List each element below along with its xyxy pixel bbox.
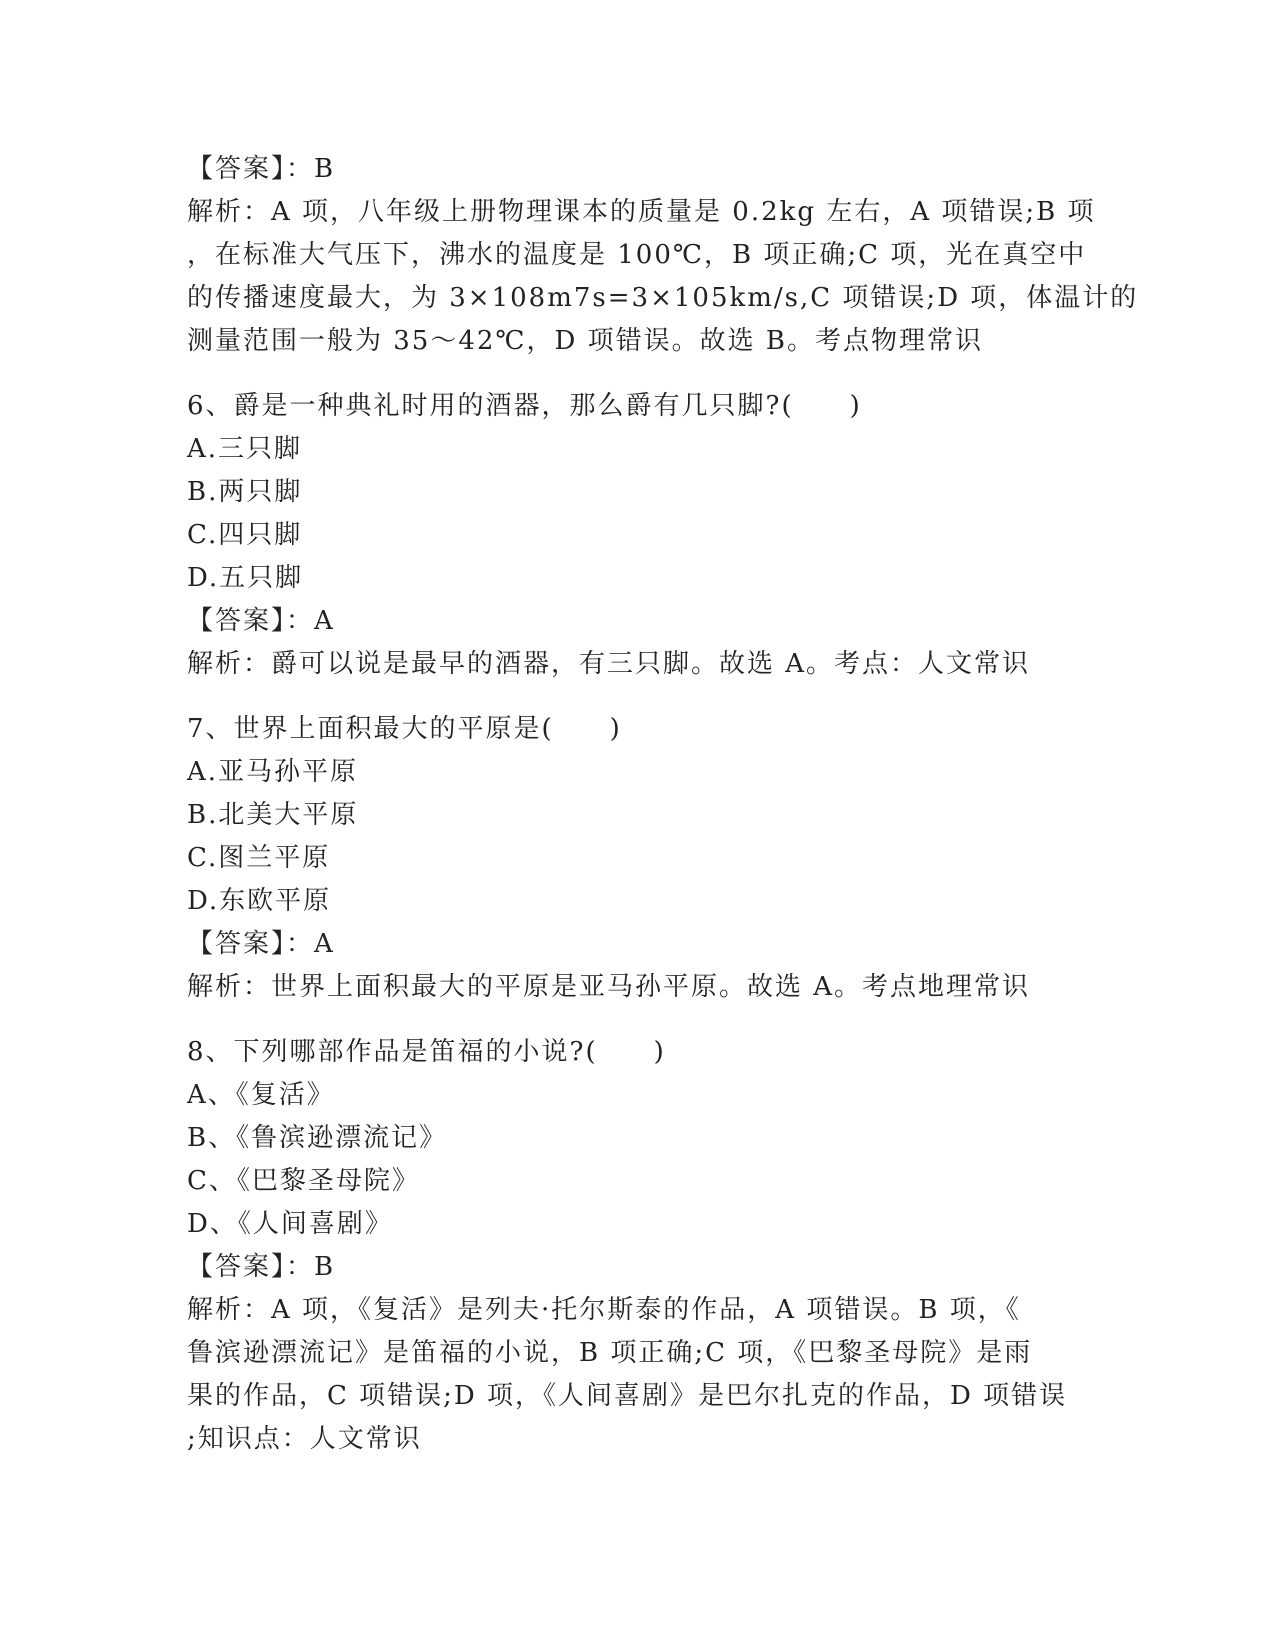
question-6-block (187, 385, 1087, 686)
analysis-line: 解析：A 项，八年级上册物理课本的质量是 0.2kg 左右，A 项错误;B 项 (187, 197, 1096, 227)
question-text: 8、下列哪部作品是笛福的小说?( ) (187, 1037, 666, 1067)
option-b: B.两只脚 (187, 477, 303, 507)
question-text: 7、世界上面积最大的平原是( ) (187, 714, 622, 744)
analysis-line: ;知识点：人文常识 (187, 1424, 422, 1454)
answer-line: 【答案】：B (187, 1252, 336, 1282)
option-d: D、《人间喜剧》 (187, 1209, 393, 1239)
option-c: C.图兰平原 (187, 843, 331, 873)
analysis-line: 果的作品，C 项错误;D 项，《人间喜剧》是巴尔扎克的作品，D 项错误 (187, 1381, 1068, 1411)
question-8-block (187, 1031, 1087, 1461)
document-page (187, 148, 1139, 1461)
option-b: B.北美大平原 (187, 800, 359, 830)
answer-line: 【答案】：A (187, 606, 335, 636)
analysis-line: 的传播速度最大，为 3×108m7s=3×105km/s,C 项错误;D 项，体温计的 (187, 283, 1139, 313)
question-5-block (187, 148, 1139, 363)
answer-line: 【答案】：B (187, 154, 336, 184)
option-d: D.东欧平原 (187, 886, 332, 916)
option-c: C.四只脚 (187, 520, 303, 550)
analysis-line: ，在标准大气压下，沸水的温度是 100℃，B 项正确;C 项，光在真空中 (187, 240, 1087, 270)
analysis-line: 解析：爵可以说是最早的酒器，有三只脚。故选 A。考点：人文常识 (187, 649, 1031, 679)
analysis-line: 测量范围一般为 35～42℃，D 项错误。故选 B。考点物理常识 (187, 326, 983, 356)
option-d: D.五只脚 (187, 563, 304, 593)
answer-line: 【答案】：A (187, 929, 335, 959)
analysis-line: 解析：A 项，《复活》是列夫·托尔斯泰的作品，A 项错误。B 项，《 (187, 1295, 1021, 1325)
option-b: B、《鲁滨逊漂流记》 (187, 1123, 448, 1153)
question-text: 6、爵是一种典礼时用的酒器，那么爵有几只脚?( ) (187, 391, 862, 421)
option-a: A、《复活》 (187, 1080, 335, 1110)
option-c: C、《巴黎圣母院》 (187, 1166, 420, 1196)
analysis-line: 解析：世界上面积最大的平原是亚马孙平原。故选 A。考点地理常识 (187, 972, 1031, 1002)
analysis-line: 鲁滨逊漂流记》是笛福的小说，B 项正确;C 项，《巴黎圣母院》是雨 (187, 1338, 1033, 1368)
option-a: A.亚马孙平原 (187, 757, 359, 787)
question-7-block (187, 708, 1087, 1009)
option-a: A.三只脚 (187, 434, 303, 464)
